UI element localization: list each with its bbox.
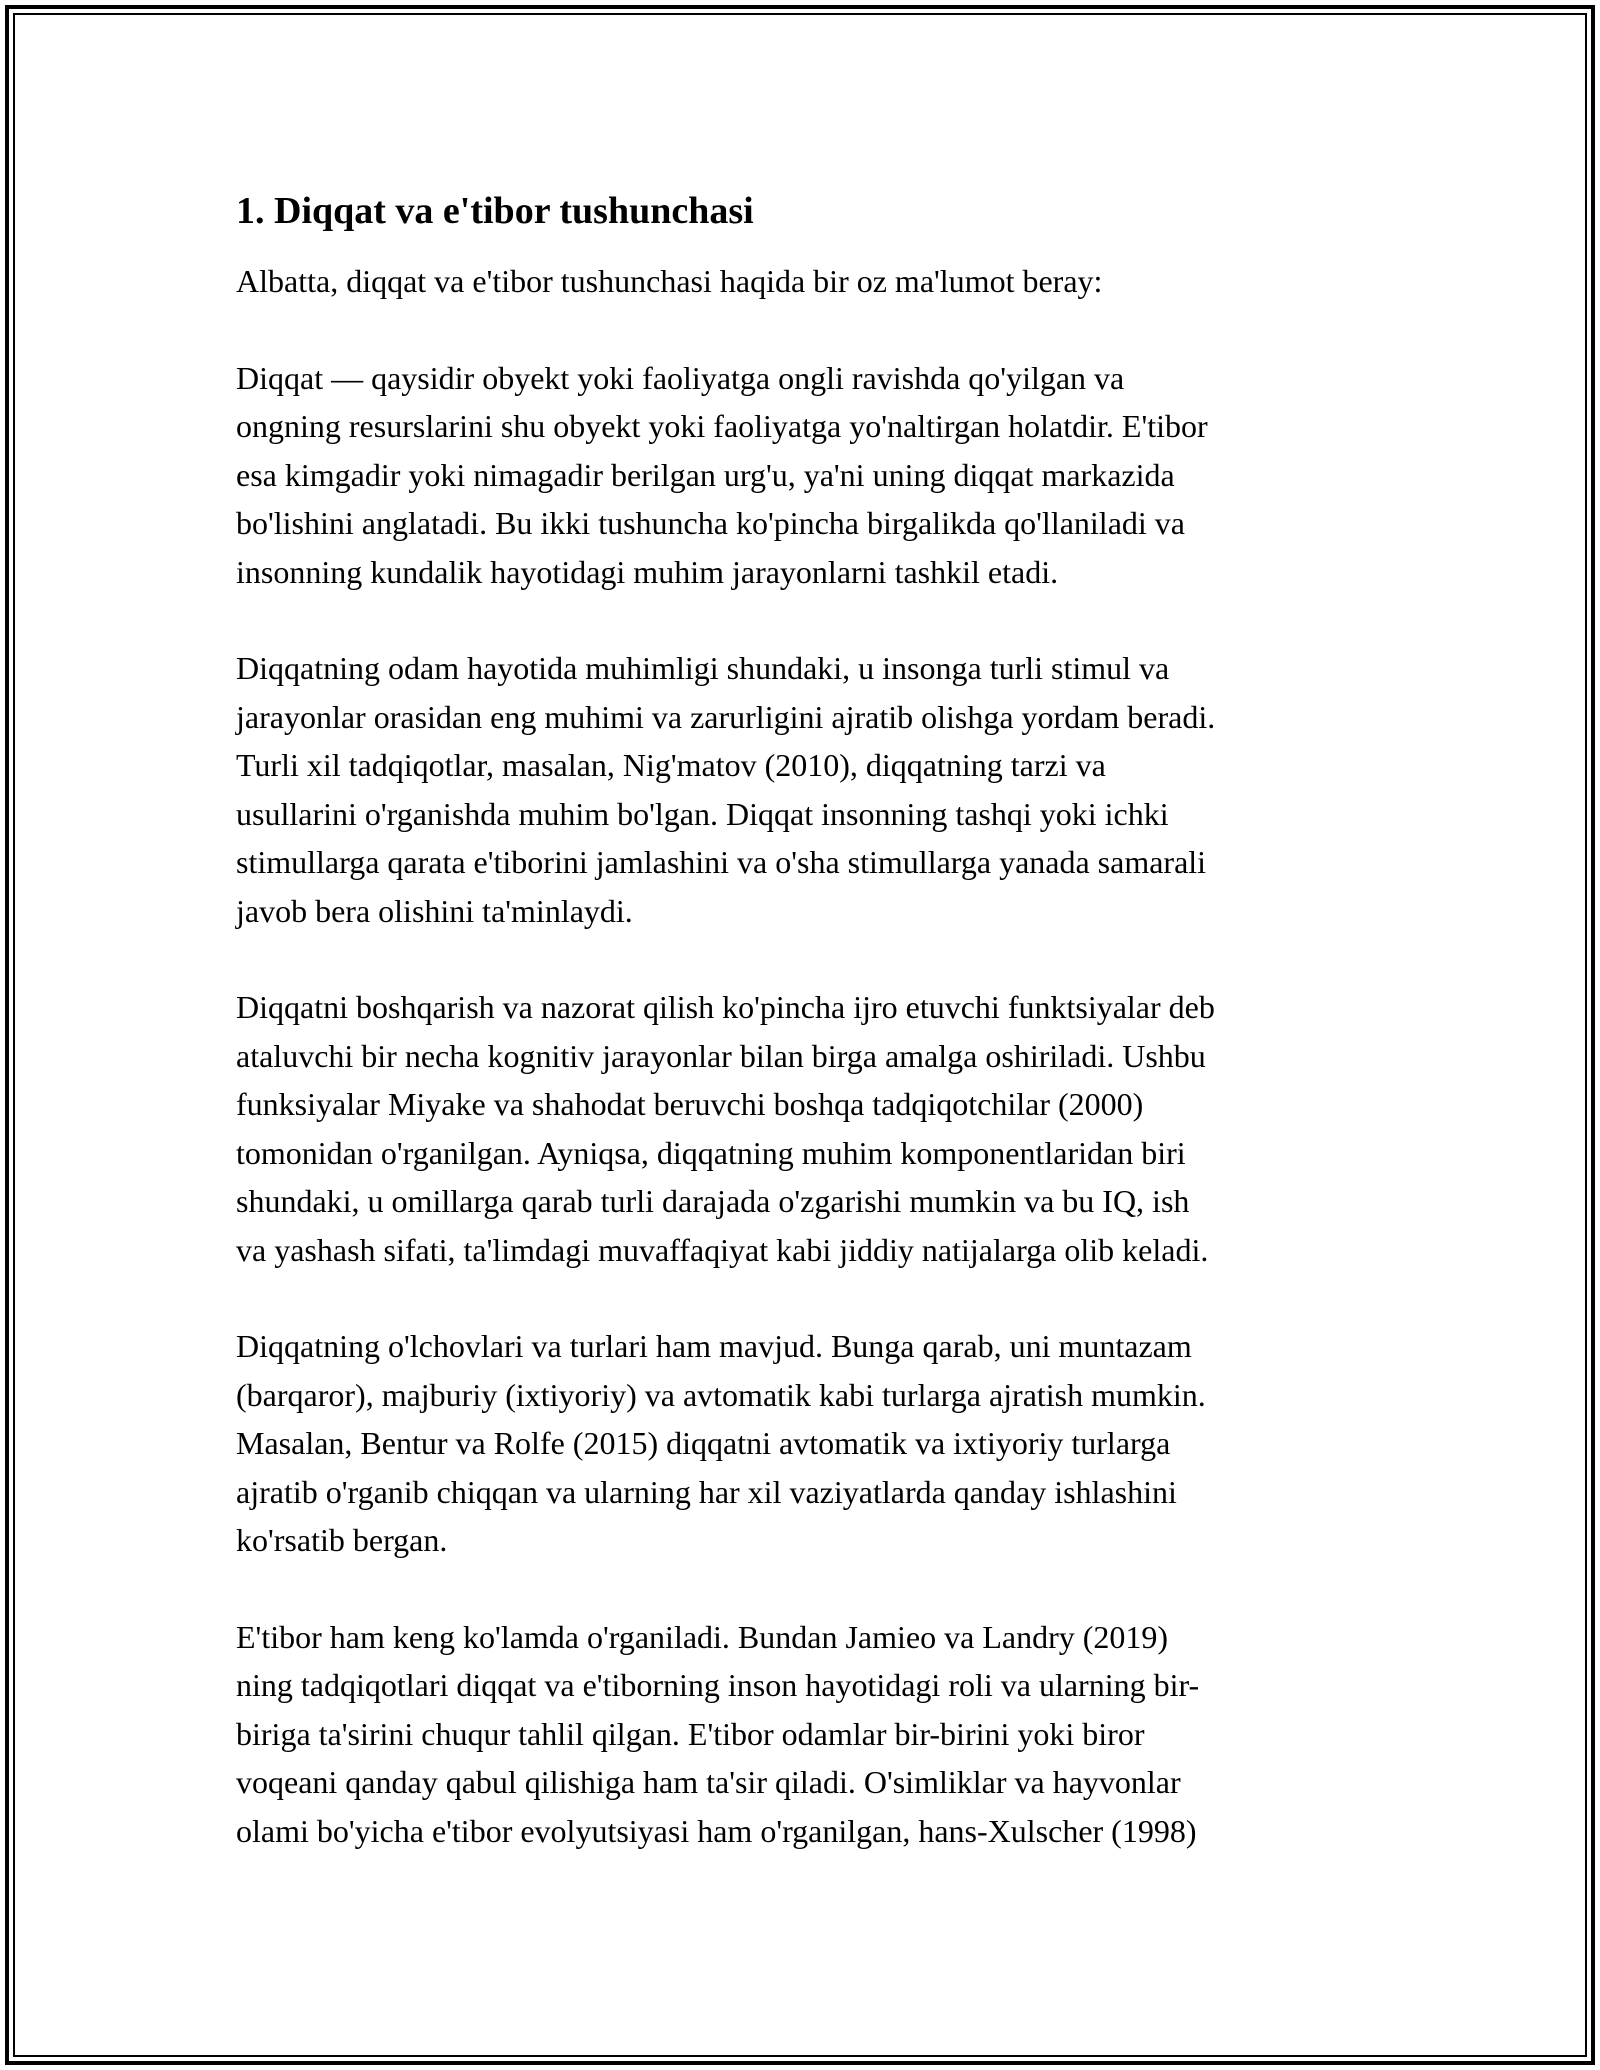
text-line: olami bo'yicha e'tibor evolyutsiyasi ham o'rganilgan, hans-Xulscher (1998) [236,1812,1197,1849]
text-line: Turli xil tadqiqotlar, masalan, Nig'matov (2010), diqqatning tarzi va [236,747,1106,783]
text-line: Albatta, diqqat va e'tibor tushunchasi haqida bir oz ma'lumot beray: [236,263,1103,299]
paragraph-importance [236,644,1366,935]
text-line: bo'lishini anglatadi. Bu ikki tushuncha ko'pincha birgalikda qo'llaniladi va [236,505,1185,541]
text-line: shundaki, u omillarga qarab turli darajada o'zgarishi mumkin va bu IQ, ish [236,1183,1190,1219]
text-line: biriga ta'sirini chuqur tahlil qilgan. E'tibor odamlar bir-birini yoki biror [236,1715,1145,1752]
text-line: usullarini o'rganishda muhim bo'lgan. Diqqat insonning tashqi yoki ichki [236,795,1169,832]
section-heading: 1. Diqqat va e'tibor tushunchasi [236,190,754,232]
text-line: Masalan, Bentur va Rolfe (2015) diqqatni avtomatik va ixtiyoriy turlarga [236,1425,1171,1461]
text-line: ning tadqiqotlari diqqat va e'tiborning inson hayotidagi roli va ularning bir- [236,1667,1200,1703]
text-line: Diqqatning odam hayotida muhimligi shundaki, u insonga turli stimul va [236,650,1170,686]
text-line: Diqqatni boshqarish va nazorat qilish ko'pincha ijro etuvchi funktsiyalar deb [236,989,1215,1025]
text-line: jarayonlar orasidan eng muhimi va zarurligini ajratib olishga yordam beradi. [236,698,1216,735]
text-line: ongning resurslarini shu obyekt yoki faoliyatga yo'naltirgan holatdir. E'tibor [236,408,1208,444]
text-line: ajratib o'rganib chiqqan va ularning har xil vaziyatlarda qanday ishlashini [236,1473,1177,1510]
text-line: va yashash sifati, ta'limdagi muvaffaqiyat kabi jiddiy natijalarga olib keladi. [236,1231,1209,1268]
text-line: esa kimgadir yoki nimagadir berilgan urg'u, ya'ni uning diqqat markazida [236,456,1175,493]
paragraph-types [236,1322,1366,1565]
text-line: ataluvchi bir necha kognitiv jarayonlar bilan birga amalga oshiriladi. Ushbu [236,1037,1206,1074]
paragraph-etibor-research [236,1613,1366,1856]
text-line: ko'rsatib bergan. [236,1522,448,1558]
text-line: voqeani qanday qabul qilishiga ham ta'sir qiladi. O'simliklar va hayvonlar [236,1764,1181,1800]
text-line: insonning kundalik hayotidagi muhim jarayonlarni tashkil etadi. [236,553,1059,590]
text-line: Diqqatning o'lchovlari va turlari ham mavjud. Bunga qarab, uni muntazam [236,1328,1192,1364]
text-line: E'tibor ham keng ko'lamda o'rganiladi. Bundan Jamieo va Landry (2019) [236,1618,1169,1655]
text-line: Diqqat — qaysidir obyekt yoki faoliyatga ongli ravishda qo'yilgan va [236,359,1125,396]
document-body [236,186,1366,1903]
text-line: tomonidan o'rganilgan. Ayniqsa, diqqatning muhim komponentlaridan biri [236,1134,1186,1171]
text-line: javob bera olishini ta'minlaydi. [236,892,633,929]
text-line: stimullarga qarata e'tiborini jamlashini va o'sha stimullarga yanada samarali [236,844,1207,880]
paragraph-definition [236,354,1366,597]
text-line: funksiyalar Miyake va shahodat beruvchi boshqa tadqiqotchilar (2000) [236,1086,1144,1122]
paragraph-executive-functions [236,983,1366,1274]
text-line: (barqaror), majburiy (ixtiyoriy) va avtomatik kabi turlarga ajratish mumkin. [236,1376,1206,1413]
paragraph-intro [236,257,1366,306]
